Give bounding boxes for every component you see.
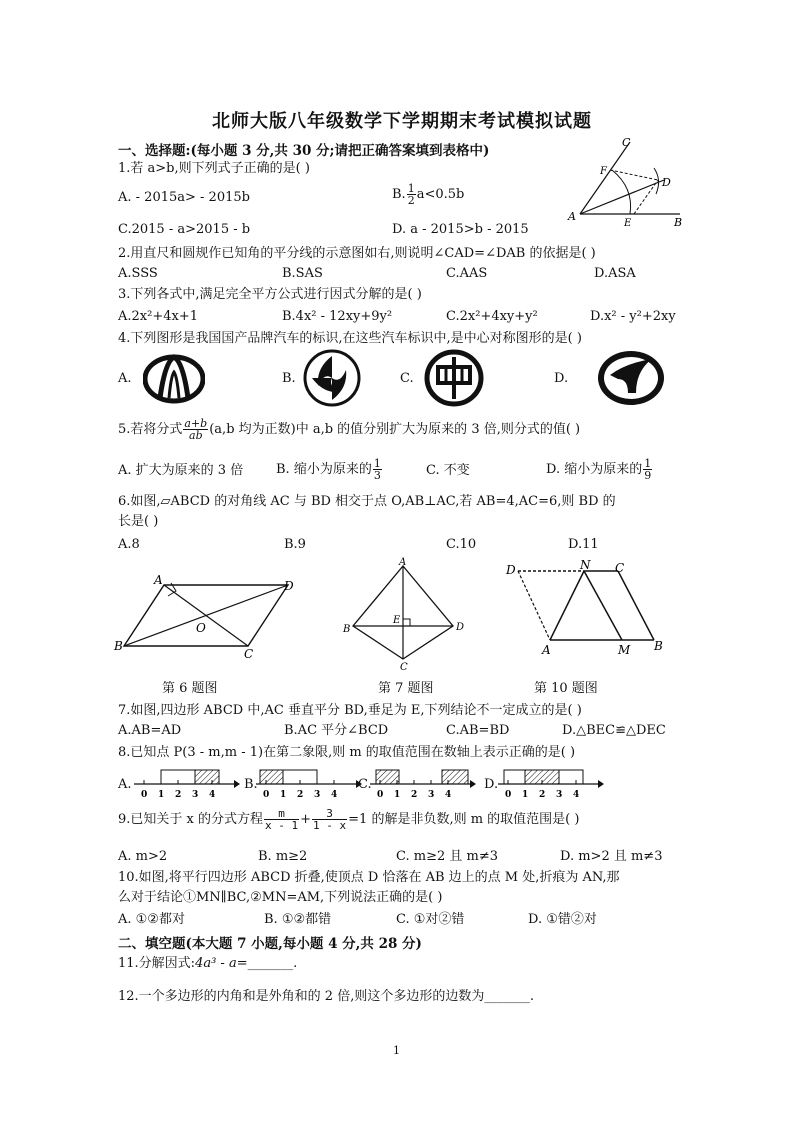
q8-option-c: C. — [358, 777, 372, 792]
section-choice-heading: 一、选择题:(每小题 3 分,共 30 分;请把正确答案填到表格中) — [118, 143, 490, 159]
ray-ad — [580, 180, 664, 214]
segment-nm — [584, 571, 622, 640]
q5-stem: 5.若将分式 $\frac{a+b}{ab}$ (a,b 均为正数)中 a,b 的值分别扩大为原来的 3 倍,则分式的值( ) — [118, 417, 581, 442]
fig10-label-d: D — [506, 563, 516, 577]
angle-bisector-figure — [562, 132, 692, 232]
q9-f2-num: 3 — [312, 808, 347, 820]
q4-option-b: B. — [282, 371, 296, 386]
q6-option-d: D.11 — [568, 537, 599, 552]
q6-stem-line1: 6.如图,▱ABCD 的对角线 AC 与 BD 相交于点 O,AB⊥AC,若 AB=4,AC=6,则 BD 的 — [118, 494, 616, 509]
q2-stem: 2.用直尺和圆规作已知角的平分线的示意图如右,则说明∠CAD=∠DAB 的依据是( ) — [118, 246, 596, 261]
q9-option-b: B. m≥2 — [258, 849, 308, 864]
q2-option-d: D.ASA — [594, 266, 636, 281]
q6-option-a: A.8 — [118, 537, 140, 552]
q3-option-b: B.4x² - 12xy+9y² — [282, 309, 393, 324]
figure-6 — [112, 570, 302, 660]
q5-b-num: 1 — [373, 457, 381, 470]
fig10-label-b: B — [654, 639, 663, 653]
tick-1: 1 — [158, 790, 165, 800]
q9-option-a: A. m>2 — [118, 849, 168, 864]
tick-4: 4 — [445, 790, 452, 800]
q1-option-b: B. $\frac{1}{2}$ a<0.5b — [392, 182, 465, 207]
q5-d-den: 9 — [644, 469, 652, 482]
section-fill-heading: 二、填空题(本大题 7 小题,每小题 4 分,共 28 分) — [118, 936, 422, 952]
q10-option-c: C. ①对②错 — [396, 912, 465, 927]
label-e: E — [624, 218, 632, 229]
q1-option-a: A. - 2015a> - 2015b — [118, 190, 250, 205]
diagonal-bd — [124, 585, 288, 646]
tick-3: 3 — [192, 790, 199, 800]
page-title: 北师大版八年级数学下学期期末考试模拟试题 — [212, 111, 592, 132]
fig6-label-o: O — [196, 621, 206, 635]
fig6-label-c: C — [244, 647, 254, 660]
q7-stem: 7.如图,四边形 ABCD 中,AC 垂直平分 BD,垂足为 E,下列结论不一定成立的是( ) — [118, 703, 582, 718]
q4-option-a: A. — [118, 371, 132, 386]
label-d: D — [662, 176, 671, 189]
q9-option-c: C. m≥2 且 m≠3 — [396, 849, 498, 864]
tick-3: 3 — [314, 790, 321, 800]
label-a: A — [568, 210, 576, 223]
tick-2: 2 — [297, 790, 304, 800]
number-line-a — [134, 764, 242, 804]
q7-option-b: B.AC 平分∠BCD — [284, 723, 389, 738]
q1-stem: 1.若 a>b,则下列式子正确的是( ) — [118, 161, 310, 176]
logo-d-icon — [596, 349, 666, 407]
number-line-b — [256, 764, 364, 804]
q9-f2-den: 1 - x — [313, 819, 347, 832]
q9-f1-den: x - 1 — [265, 819, 299, 832]
q1-b-num: 1 — [407, 182, 415, 195]
fig6-label-a: A — [154, 573, 163, 587]
q10-option-d: D. ①错②对 — [528, 912, 597, 927]
q5-option-c: C. 不变 — [426, 463, 470, 478]
figure-7-caption: 第 7 题图 — [378, 681, 434, 696]
q4-option-c: C. — [400, 371, 414, 386]
q10-option-b: B. ①②都错 — [264, 912, 332, 927]
tick-0: 0 — [377, 790, 384, 800]
q3-option-a: A.2x²+4x+1 — [118, 309, 198, 324]
q3-option-d: D.x² - y²+2xy — [590, 309, 676, 324]
logo-a-icon — [143, 352, 205, 404]
fig7-label-b: B — [343, 624, 351, 635]
q11-expression: 4a³ - a — [195, 956, 237, 971]
q5-b-den: 3 — [373, 469, 381, 482]
q9-option-d: D. m>2 且 m≠3 — [560, 849, 663, 864]
fig7-label-a: A — [399, 557, 407, 568]
q11-stem: 11.分解因式:4a³ - a=_______. — [118, 956, 298, 971]
figure-10-caption: 第 10 题图 — [534, 681, 598, 696]
figure-10 — [500, 556, 676, 660]
dotted-da — [518, 571, 550, 640]
q8-option-b: B. — [244, 777, 258, 792]
logo-b-icon — [302, 348, 362, 408]
q1-b-den: 2 — [407, 194, 415, 207]
logo-c-icon — [424, 349, 484, 407]
q2-option-c: C.AAS — [446, 266, 488, 281]
figure-6-caption: 第 6 题图 — [162, 681, 218, 696]
right-angle-mark — [403, 619, 410, 626]
fig6-label-b: B — [114, 639, 123, 653]
q6-stem-line2: 长是( ) — [118, 514, 159, 529]
tick-0: 0 — [141, 790, 148, 800]
tick-1: 1 — [280, 790, 287, 800]
q3-option-c: C.2x²+4xy+y² — [446, 309, 538, 324]
page-number: 1 — [393, 1044, 400, 1057]
fig7-label-e: E — [393, 615, 401, 626]
q8-stem: 8.已知点 P(3 - m,m - 1)在第二象限,则 m 的取值范围在数轴上表示正确的是( ) — [118, 745, 576, 760]
number-line-d — [498, 764, 606, 804]
q3-stem: 3.下列各式中,满足完全平方公式进行因式分解的是( ) — [118, 287, 422, 302]
q2-option-a: A.SSS — [118, 266, 158, 281]
q4-stem: 4.下列图形是我国国产品牌汽车的标识,在这些汽车标识中,是中心对称图形的是( ) — [118, 331, 582, 346]
tick-0: 0 — [505, 790, 512, 800]
dashed-ed — [634, 180, 658, 214]
label-f: F — [600, 166, 607, 177]
tick-3: 3 — [556, 790, 563, 800]
ray-ac — [580, 142, 630, 214]
tick-0: 0 — [263, 790, 270, 800]
q7-option-c: C.AB=BD — [446, 723, 510, 738]
q8-option-a: A. — [118, 777, 132, 792]
q5-option-d: D. 缩小为原来的 $\frac{1}{9}$ — [546, 457, 652, 482]
tick-4: 4 — [331, 790, 338, 800]
tick-1: 1 — [522, 790, 529, 800]
number-line-c — [370, 764, 480, 804]
q9-stem: 9.已知关于 x 的分式方程 $\frac{m}{x - 1}$ + $\frac{3}{1 - x}$ =1 的解是非负数,则 m 的取值范围是( ) — [118, 807, 580, 832]
q5-d-num: 1 — [644, 457, 652, 470]
q1-option-d: D. a - 2015>b - 2015 — [392, 222, 529, 237]
q6-option-b: B.9 — [284, 537, 306, 552]
q7-option-d: D.△BEC≌△DEC — [562, 723, 666, 738]
label-c: C — [622, 136, 631, 149]
q9-f1-num: m — [264, 808, 299, 820]
figure-7 — [340, 556, 470, 672]
fig10-label-m: M — [618, 643, 631, 657]
q8-option-d: D. — [484, 777, 499, 792]
tick-4: 4 — [573, 790, 580, 800]
q5-frac-den: ab — [189, 429, 203, 442]
tick-2: 2 — [411, 790, 418, 800]
q7-option-a: A.AB=AD — [118, 723, 182, 738]
tick-4: 4 — [209, 790, 216, 800]
fig7-label-c: C — [400, 662, 408, 672]
q5-option-a: A. 扩大为原来的 3 倍 — [118, 463, 244, 478]
q10-stem-line2: 么对于结论①MN∥BC,②MN=AM,下列说法正确的是( ) — [118, 890, 443, 905]
q10-stem-line1: 10.如图,将平行四边形 ABCD 折叠,使顶点 D 恰落在 AB 边上的点 M 处,折痕为 AN,那 — [118, 870, 620, 885]
segment-an — [550, 571, 584, 640]
fig6-label-d: D — [284, 579, 294, 593]
q5-frac-num: a+b — [184, 417, 208, 430]
tick-2: 2 — [175, 790, 182, 800]
q6-option-c: C.10 — [446, 537, 477, 552]
q10-option-a: A. ①②都对 — [118, 912, 185, 927]
fig7-label-d: D — [456, 622, 465, 633]
q1-option-c: C.2015 - a>2015 - b — [118, 222, 251, 237]
tick-1: 1 — [394, 790, 401, 800]
arc-fe — [612, 170, 631, 214]
segment-cb — [618, 571, 654, 640]
tick-2: 2 — [539, 790, 546, 800]
q4-option-d: D. — [554, 371, 569, 386]
label-b: B — [674, 216, 683, 229]
fig10-label-n: N — [580, 558, 591, 572]
q5-option-b: B. 缩小为原来的 $\frac{1}{3}$ — [276, 457, 381, 482]
fig10-label-a: A — [542, 643, 551, 657]
tick-3: 3 — [428, 790, 435, 800]
fig10-label-c: C — [615, 561, 625, 575]
q12-stem: 12.一个多边形的内角和是外角和的 2 倍,则这个多边形的边数为_______. — [118, 989, 534, 1004]
q2-option-b: B.SAS — [282, 266, 323, 281]
